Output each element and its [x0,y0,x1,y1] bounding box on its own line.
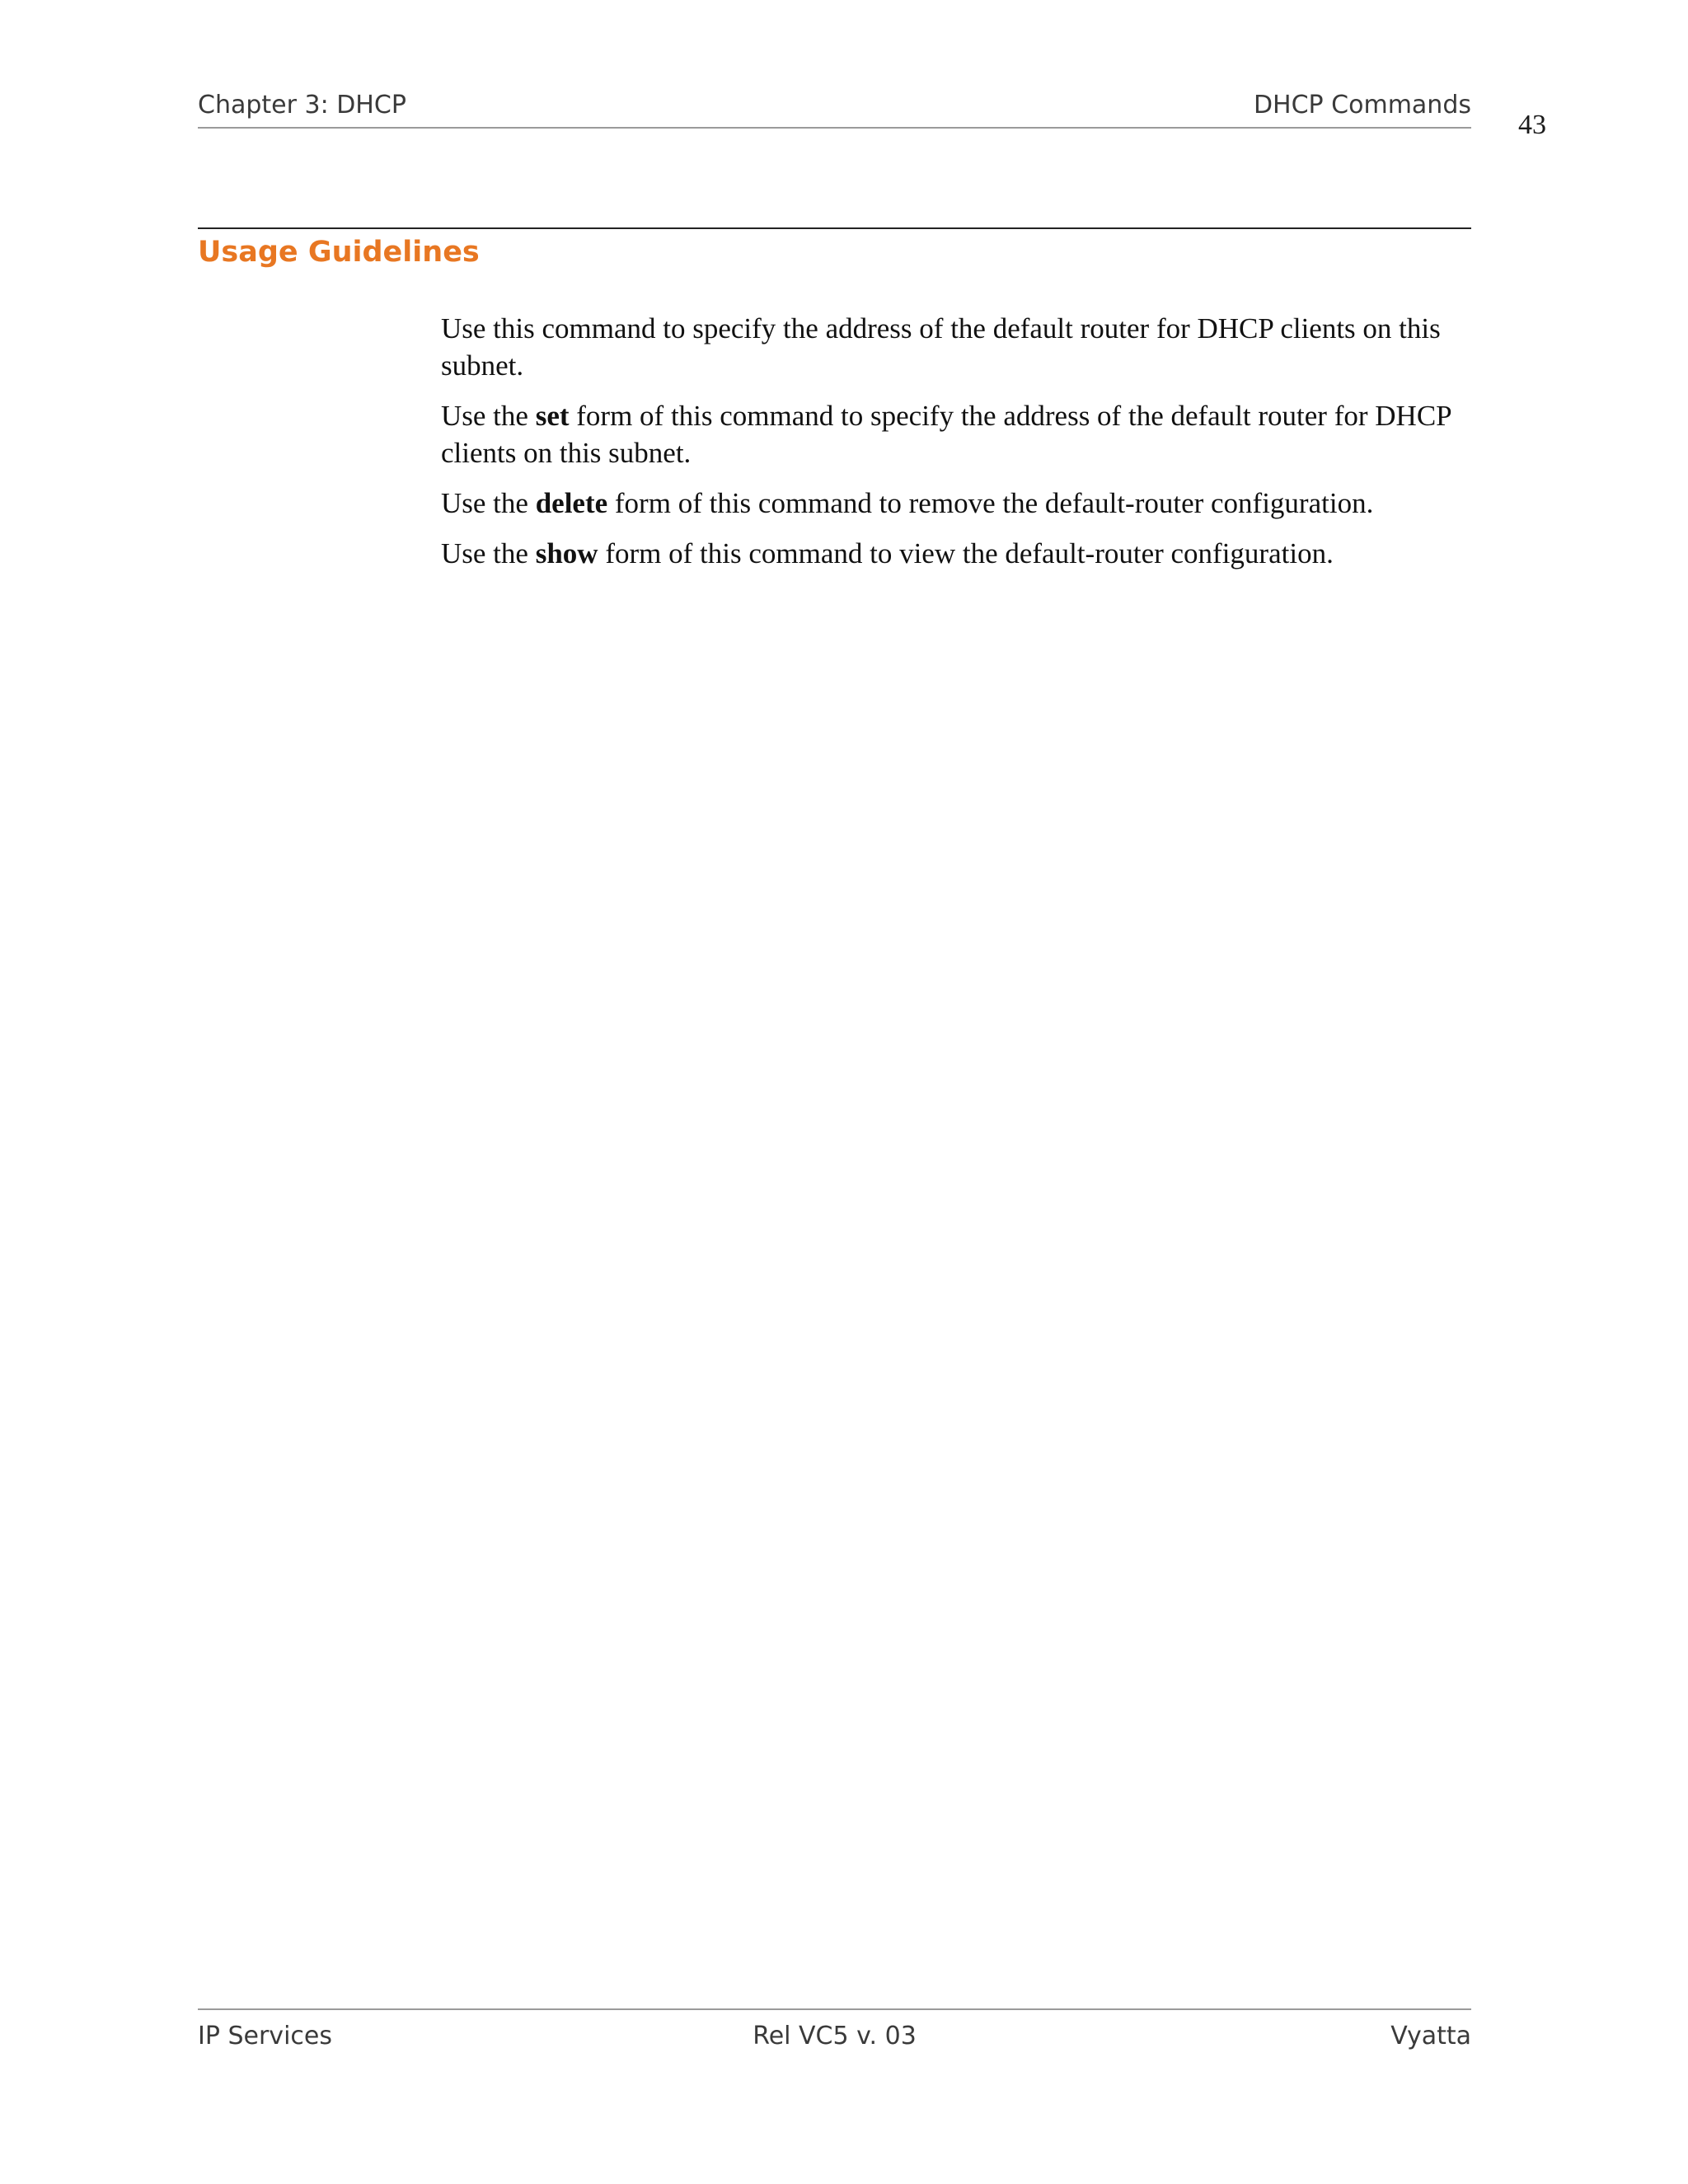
paragraph-text: form of this command to remove the default-router configuration. [607,487,1374,519]
chapter-title: Chapter 3: DHCP [198,91,406,120]
paragraph-text: Use the [441,400,536,432]
paragraph-text: Use the [441,487,536,519]
paragraph-set [441,397,1471,471]
command-keyword: set [535,400,570,432]
footer-release: Rel VC5 v. 03 [753,2022,917,2050]
usage-guidelines-body [441,310,1471,585]
paragraph-text: Use the [441,537,536,569]
page-header [198,89,1471,129]
section-name: DHCP Commands [1253,91,1471,120]
footer-company: Vyatta [1390,2022,1471,2050]
command-keyword: show [535,537,598,569]
page-footer [198,2008,1471,2060]
page-number: 43 [1518,110,1546,140]
paragraph-text: form of this command to view the default-router configuration. [598,537,1334,569]
section-title: Usage Guidelines [198,236,480,269]
section-divider [198,227,1471,229]
paragraph-delete [441,485,1471,522]
footer-product: IP Services [198,2022,332,2050]
command-keyword: delete [535,487,608,519]
paragraph-intro: Use this command to specify the address of the default router for DHCP clients on this subnet. [441,312,1441,382]
paragraph-text: form of this command to specify the address of the default router for DHCP clients on this subnet. [441,400,1451,469]
paragraph-show [441,535,1471,572]
